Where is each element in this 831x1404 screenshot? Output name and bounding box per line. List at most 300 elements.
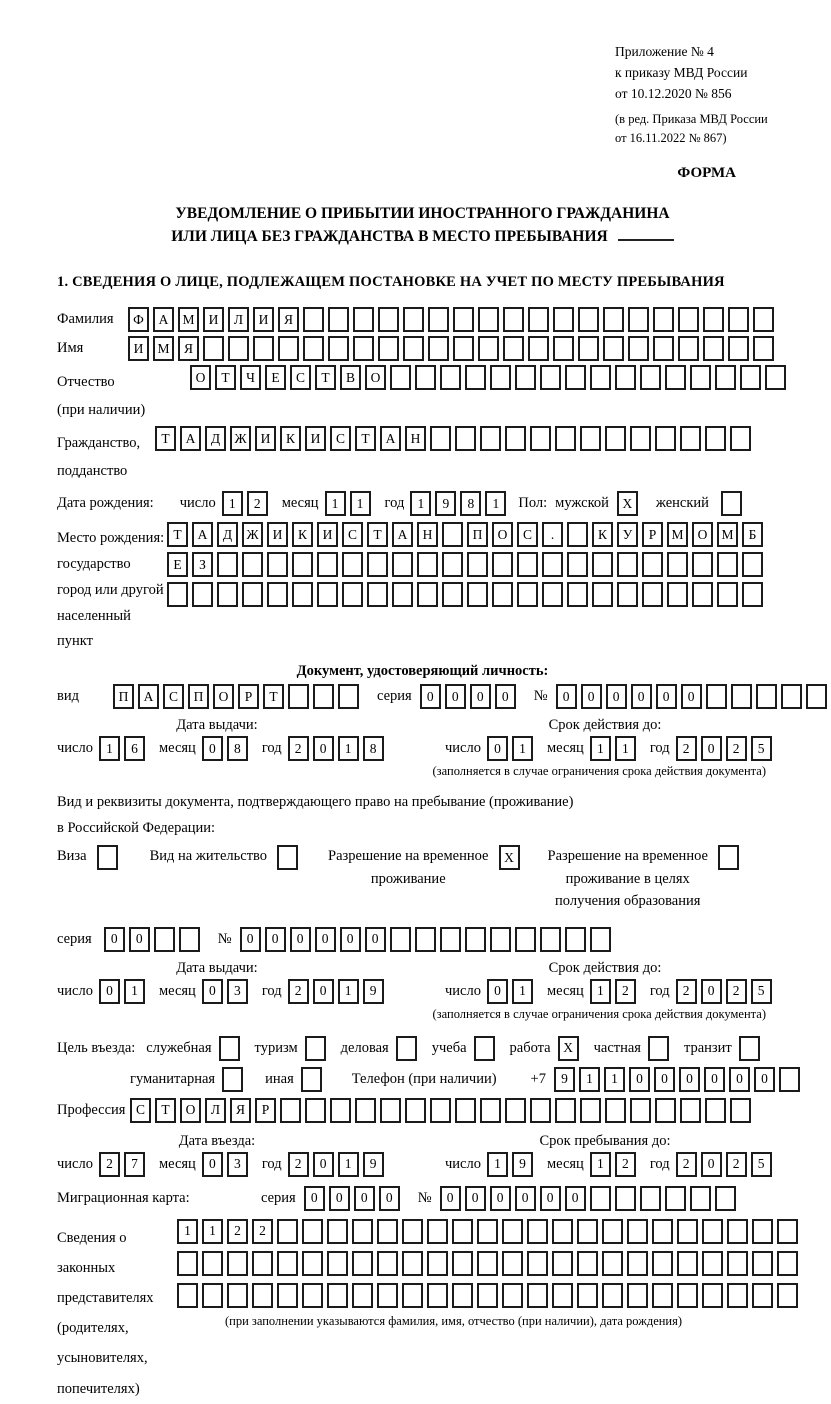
form-cell[interactable]: 2: [247, 491, 268, 516]
form-cell[interactable]: 0: [704, 1067, 725, 1092]
form-cell[interactable]: [652, 1251, 673, 1276]
form-cell[interactable]: [177, 1251, 198, 1276]
form-cell[interactable]: 0: [465, 1186, 486, 1211]
form-cell[interactable]: [740, 365, 761, 390]
form-cell[interactable]: [502, 1251, 523, 1276]
form-cell[interactable]: 1: [615, 736, 636, 761]
form-cell[interactable]: [692, 582, 713, 607]
form-cell[interactable]: У: [617, 522, 638, 547]
form-cell[interactable]: 2: [252, 1219, 273, 1244]
form-cell[interactable]: [402, 1219, 423, 1244]
form-cell[interactable]: 1: [512, 979, 533, 1004]
form-cell[interactable]: В: [340, 365, 361, 390]
form-cell[interactable]: [342, 582, 363, 607]
form-cell[interactable]: 0: [202, 979, 223, 1004]
form-cell[interactable]: 0: [440, 1186, 461, 1211]
form-cell[interactable]: 3: [227, 1152, 248, 1177]
form-cell[interactable]: [667, 582, 688, 607]
form-cell[interactable]: О: [492, 522, 513, 547]
form-cell[interactable]: 2: [99, 1152, 120, 1177]
form-cell[interactable]: 0: [606, 684, 627, 709]
form-cell[interactable]: [703, 336, 724, 361]
form-cell[interactable]: [580, 1098, 601, 1123]
form-cell[interactable]: 2: [288, 736, 309, 761]
form-cell[interactable]: [428, 336, 449, 361]
form-cell[interactable]: [192, 582, 213, 607]
form-cell[interactable]: 1: [410, 491, 431, 516]
form-cell[interactable]: [427, 1219, 448, 1244]
form-cell[interactable]: [617, 582, 638, 607]
form-cell[interactable]: 1: [590, 1152, 611, 1177]
form-cell[interactable]: 2: [726, 736, 747, 761]
form-cell[interactable]: Е: [265, 365, 286, 390]
form-cell[interactable]: [677, 1251, 698, 1276]
form-cell[interactable]: [480, 1098, 501, 1123]
form-cell[interactable]: [392, 582, 413, 607]
form-cell[interactable]: 1: [579, 1067, 600, 1092]
form-cell[interactable]: [756, 684, 777, 709]
form-cell[interactable]: 0: [540, 1186, 561, 1211]
form-cell[interactable]: [530, 426, 551, 451]
form-cell[interactable]: [253, 336, 274, 361]
form-cell[interactable]: [328, 307, 349, 332]
form-cell[interactable]: И: [255, 426, 276, 451]
form-cell[interactable]: Ф: [128, 307, 149, 332]
form-cell[interactable]: 7: [124, 1152, 145, 1177]
form-cell[interactable]: [555, 1098, 576, 1123]
form-cell[interactable]: [378, 336, 399, 361]
form-cell[interactable]: 1: [604, 1067, 625, 1092]
form-cell[interactable]: Т: [263, 684, 284, 709]
form-cell[interactable]: 9: [554, 1067, 575, 1092]
form-cell[interactable]: П: [113, 684, 134, 709]
form-cell[interactable]: 1: [325, 491, 346, 516]
form-cell[interactable]: [490, 365, 511, 390]
form-cell[interactable]: С: [330, 426, 351, 451]
form-cell[interactable]: [455, 426, 476, 451]
form-cell[interactable]: [452, 1283, 473, 1308]
form-cell[interactable]: 0: [340, 927, 361, 952]
form-cell[interactable]: [417, 582, 438, 607]
form-cell[interactable]: [779, 1067, 800, 1092]
form-cell[interactable]: О: [190, 365, 211, 390]
form-cell[interactable]: [277, 1219, 298, 1244]
form-cell[interactable]: [627, 1219, 648, 1244]
form-cell[interactable]: Т: [167, 522, 188, 547]
form-cell[interactable]: 0: [729, 1067, 750, 1092]
form-cell[interactable]: [377, 1251, 398, 1276]
form-cell[interactable]: [527, 1219, 548, 1244]
form-cell[interactable]: [577, 1219, 598, 1244]
form-cell[interactable]: [367, 582, 388, 607]
form-cell[interactable]: [777, 1251, 798, 1276]
form-cell[interactable]: [515, 927, 536, 952]
form-cell[interactable]: [655, 1098, 676, 1123]
form-cell[interactable]: [342, 552, 363, 577]
form-cell[interactable]: [702, 1251, 723, 1276]
form-cell[interactable]: [665, 1186, 686, 1211]
form-cell[interactable]: М: [667, 522, 688, 547]
form-cell[interactable]: 2: [615, 1152, 636, 1177]
form-cell[interactable]: [678, 307, 699, 332]
form-cell[interactable]: [403, 307, 424, 332]
form-cell[interactable]: [602, 1219, 623, 1244]
form-cell[interactable]: [303, 336, 324, 361]
form-cell[interactable]: А: [180, 426, 201, 451]
form-cell[interactable]: 2: [615, 979, 636, 1004]
form-cell[interactable]: [580, 426, 601, 451]
form-cell[interactable]: [502, 1283, 523, 1308]
form-cell[interactable]: [806, 684, 827, 709]
form-cell[interactable]: [555, 426, 576, 451]
form-cell[interactable]: [302, 1219, 323, 1244]
form-cell[interactable]: [717, 552, 738, 577]
form-cell[interactable]: Л: [205, 1098, 226, 1123]
form-cell[interactable]: [242, 552, 263, 577]
form-cell[interactable]: [590, 1186, 611, 1211]
form-cell[interactable]: [577, 1251, 598, 1276]
form-cell[interactable]: [728, 307, 749, 332]
form-cell[interactable]: [353, 336, 374, 361]
form-cell[interactable]: [427, 1283, 448, 1308]
form-cell[interactable]: [777, 1283, 798, 1308]
form-cell[interactable]: 1: [512, 736, 533, 761]
form-cell[interactable]: 0: [329, 1186, 350, 1211]
form-cell[interactable]: 0: [304, 1186, 325, 1211]
form-cell[interactable]: [615, 365, 636, 390]
form-cell[interactable]: [627, 1251, 648, 1276]
form-cell[interactable]: 1: [487, 1152, 508, 1177]
form-cell[interactable]: [442, 552, 463, 577]
form-cell[interactable]: [453, 307, 474, 332]
form-cell[interactable]: [478, 307, 499, 332]
form-cell[interactable]: [430, 1098, 451, 1123]
form-cell[interactable]: 2: [676, 736, 697, 761]
form-cell[interactable]: [503, 307, 524, 332]
form-cell[interactable]: [715, 365, 736, 390]
form-cell[interactable]: 0: [313, 1152, 334, 1177]
form-cell[interactable]: 2: [726, 1152, 747, 1177]
form-cell[interactable]: [402, 1251, 423, 1276]
form-cell[interactable]: [702, 1219, 723, 1244]
form-cell[interactable]: О: [365, 365, 386, 390]
form-cell[interactable]: [565, 365, 586, 390]
form-cell[interactable]: [655, 426, 676, 451]
form-cell[interactable]: [653, 336, 674, 361]
form-cell[interactable]: [417, 552, 438, 577]
form-cell[interactable]: [680, 426, 701, 451]
form-cell[interactable]: [303, 307, 324, 332]
form-cell[interactable]: Я: [230, 1098, 251, 1123]
form-cell[interactable]: [378, 307, 399, 332]
form-cell[interactable]: [602, 1251, 623, 1276]
form-cell[interactable]: [492, 552, 513, 577]
form-cell[interactable]: [478, 336, 499, 361]
form-cell[interactable]: П: [188, 684, 209, 709]
form-cell[interactable]: [227, 1283, 248, 1308]
form-cell[interactable]: [328, 336, 349, 361]
form-cell[interactable]: [705, 426, 726, 451]
form-cell[interactable]: [301, 1067, 322, 1092]
form-cell[interactable]: [642, 582, 663, 607]
form-cell[interactable]: [592, 552, 613, 577]
form-cell[interactable]: [330, 1098, 351, 1123]
form-cell[interactable]: 2: [676, 1152, 697, 1177]
form-cell[interactable]: 0: [679, 1067, 700, 1092]
form-cell[interactable]: [305, 1036, 326, 1061]
form-cell[interactable]: 1: [202, 1219, 223, 1244]
form-cell[interactable]: [222, 1067, 243, 1092]
form-cell[interactable]: 0: [313, 736, 334, 761]
form-cell[interactable]: [377, 1283, 398, 1308]
form-cell[interactable]: 0: [202, 1152, 223, 1177]
form-cell[interactable]: И: [317, 522, 338, 547]
form-cell[interactable]: [553, 307, 574, 332]
form-cell[interactable]: [577, 1283, 598, 1308]
form-cell[interactable]: [440, 365, 461, 390]
form-cell[interactable]: [706, 684, 727, 709]
form-cell[interactable]: [665, 365, 686, 390]
form-cell[interactable]: [219, 1036, 240, 1061]
form-cell[interactable]: Б: [742, 522, 763, 547]
form-cell[interactable]: Т: [155, 1098, 176, 1123]
form-cell[interactable]: 5: [751, 736, 772, 761]
form-cell[interactable]: 0: [656, 684, 677, 709]
form-cell[interactable]: [405, 1098, 426, 1123]
form-cell[interactable]: [474, 1036, 495, 1061]
form-cell[interactable]: [440, 927, 461, 952]
form-cell[interactable]: [217, 552, 238, 577]
form-cell[interactable]: Т: [215, 365, 236, 390]
form-cell[interactable]: [565, 927, 586, 952]
form-cell[interactable]: И: [253, 307, 274, 332]
form-cell[interactable]: 0: [487, 979, 508, 1004]
form-cell[interactable]: [590, 927, 611, 952]
form-cell[interactable]: [396, 1036, 417, 1061]
form-cell[interactable]: 0: [654, 1067, 675, 1092]
form-cell[interactable]: [467, 582, 488, 607]
form-cell[interactable]: [327, 1219, 348, 1244]
form-cell[interactable]: [415, 927, 436, 952]
form-cell[interactable]: [313, 684, 334, 709]
form-cell[interactable]: [465, 365, 486, 390]
form-cell[interactable]: 0: [487, 736, 508, 761]
form-cell[interactable]: И: [267, 522, 288, 547]
form-cell[interactable]: [302, 1283, 323, 1308]
form-cell[interactable]: 3: [227, 979, 248, 1004]
form-cell[interactable]: Т: [315, 365, 336, 390]
form-cell[interactable]: Ж: [230, 426, 251, 451]
form-cell[interactable]: [403, 336, 424, 361]
form-cell[interactable]: [615, 1186, 636, 1211]
form-cell[interactable]: [267, 582, 288, 607]
form-cell[interactable]: [390, 927, 411, 952]
form-cell[interactable]: Р: [238, 684, 259, 709]
form-cell[interactable]: 0: [129, 927, 150, 952]
form-cell[interactable]: [603, 307, 624, 332]
form-cell[interactable]: [477, 1283, 498, 1308]
form-cell[interactable]: [179, 927, 200, 952]
form-cell[interactable]: [627, 1283, 648, 1308]
form-cell[interactable]: [527, 1283, 548, 1308]
form-cell[interactable]: [288, 684, 309, 709]
form-cell[interactable]: 0: [495, 684, 516, 709]
form-cell[interactable]: [277, 1251, 298, 1276]
form-cell[interactable]: [753, 307, 774, 332]
form-cell[interactable]: З: [192, 552, 213, 577]
form-cell[interactable]: [717, 582, 738, 607]
form-cell[interactable]: [442, 582, 463, 607]
form-cell[interactable]: 0: [556, 684, 577, 709]
form-cell[interactable]: [428, 307, 449, 332]
form-cell[interactable]: 1: [338, 1152, 359, 1177]
form-cell[interactable]: [703, 307, 724, 332]
form-cell[interactable]: Л: [228, 307, 249, 332]
form-cell[interactable]: 0: [701, 736, 722, 761]
form-cell[interactable]: [327, 1283, 348, 1308]
form-cell[interactable]: [167, 582, 188, 607]
form-cell[interactable]: [628, 336, 649, 361]
form-cell[interactable]: [480, 426, 501, 451]
form-cell[interactable]: 5: [751, 979, 772, 1004]
form-cell[interactable]: X: [499, 845, 520, 870]
form-cell[interactable]: [203, 336, 224, 361]
form-cell[interactable]: Т: [155, 426, 176, 451]
form-cell[interactable]: 1: [350, 491, 371, 516]
form-cell[interactable]: 9: [363, 979, 384, 1004]
form-cell[interactable]: [452, 1251, 473, 1276]
form-cell[interactable]: [392, 552, 413, 577]
form-cell[interactable]: [752, 1283, 773, 1308]
form-cell[interactable]: [552, 1219, 573, 1244]
form-cell[interactable]: [777, 1219, 798, 1244]
form-cell[interactable]: Ж: [242, 522, 263, 547]
form-cell[interactable]: [630, 1098, 651, 1123]
form-cell[interactable]: К: [292, 522, 313, 547]
form-cell[interactable]: [502, 1219, 523, 1244]
form-cell[interactable]: [292, 582, 313, 607]
form-cell[interactable]: Я: [178, 336, 199, 361]
form-cell[interactable]: [427, 1251, 448, 1276]
form-cell[interactable]: М: [153, 336, 174, 361]
form-cell[interactable]: 0: [581, 684, 602, 709]
form-cell[interactable]: [453, 336, 474, 361]
form-cell[interactable]: [680, 1098, 701, 1123]
form-cell[interactable]: 0: [313, 979, 334, 1004]
form-cell[interactable]: [515, 365, 536, 390]
form-cell[interactable]: [765, 365, 786, 390]
form-cell[interactable]: [602, 1283, 623, 1308]
form-cell[interactable]: С: [342, 522, 363, 547]
form-cell[interactable]: 0: [104, 927, 125, 952]
form-cell[interactable]: [415, 365, 436, 390]
form-cell[interactable]: [278, 336, 299, 361]
form-cell[interactable]: [578, 307, 599, 332]
form-cell[interactable]: 0: [290, 927, 311, 952]
form-cell[interactable]: 0: [754, 1067, 775, 1092]
form-cell[interactable]: [530, 1098, 551, 1123]
form-cell[interactable]: Д: [217, 522, 238, 547]
form-cell[interactable]: И: [128, 336, 149, 361]
form-cell[interactable]: О: [180, 1098, 201, 1123]
form-cell[interactable]: [277, 845, 298, 870]
form-cell[interactable]: Р: [642, 522, 663, 547]
form-cell[interactable]: [730, 1098, 751, 1123]
form-cell[interactable]: [380, 1098, 401, 1123]
form-cell[interactable]: [721, 491, 742, 516]
form-cell[interactable]: [527, 1251, 548, 1276]
form-cell[interactable]: [452, 1219, 473, 1244]
form-cell[interactable]: [692, 552, 713, 577]
form-cell[interactable]: [690, 1186, 711, 1211]
form-cell[interactable]: [455, 1098, 476, 1123]
form-cell[interactable]: [677, 1283, 698, 1308]
form-cell[interactable]: [553, 336, 574, 361]
form-cell[interactable]: С: [130, 1098, 151, 1123]
form-cell[interactable]: 0: [240, 927, 261, 952]
form-cell[interactable]: 0: [701, 979, 722, 1004]
form-cell[interactable]: [442, 522, 463, 547]
form-cell[interactable]: [590, 365, 611, 390]
form-cell[interactable]: [252, 1251, 273, 1276]
form-cell[interactable]: Т: [355, 426, 376, 451]
form-cell[interactable]: [705, 1098, 726, 1123]
form-cell[interactable]: С: [517, 522, 538, 547]
form-cell[interactable]: Р: [255, 1098, 276, 1123]
form-cell[interactable]: [648, 1036, 669, 1061]
form-cell[interactable]: [352, 1283, 373, 1308]
form-cell[interactable]: 1: [338, 736, 359, 761]
form-cell[interactable]: 9: [363, 1152, 384, 1177]
form-cell[interactable]: [542, 582, 563, 607]
form-cell[interactable]: [702, 1283, 723, 1308]
form-cell[interactable]: [567, 582, 588, 607]
form-cell[interactable]: [490, 927, 511, 952]
form-cell[interactable]: 0: [265, 927, 286, 952]
form-cell[interactable]: [517, 582, 538, 607]
form-cell[interactable]: 2: [288, 1152, 309, 1177]
form-cell[interactable]: К: [592, 522, 613, 547]
form-cell[interactable]: [317, 552, 338, 577]
form-cell[interactable]: [430, 426, 451, 451]
form-cell[interactable]: [355, 1098, 376, 1123]
form-cell[interactable]: 1: [99, 736, 120, 761]
form-cell[interactable]: А: [192, 522, 213, 547]
form-cell[interactable]: И: [305, 426, 326, 451]
form-cell[interactable]: П: [467, 522, 488, 547]
form-cell[interactable]: [227, 1251, 248, 1276]
form-cell[interactable]: [753, 336, 774, 361]
form-cell[interactable]: А: [138, 684, 159, 709]
form-cell[interactable]: [305, 1098, 326, 1123]
form-cell[interactable]: [228, 336, 249, 361]
form-cell[interactable]: Е: [167, 552, 188, 577]
form-cell[interactable]: А: [153, 307, 174, 332]
form-cell[interactable]: Т: [367, 522, 388, 547]
form-cell[interactable]: 0: [420, 684, 441, 709]
form-cell[interactable]: 1: [177, 1219, 198, 1244]
form-cell[interactable]: [752, 1251, 773, 1276]
form-cell[interactable]: С: [163, 684, 184, 709]
form-cell[interactable]: [540, 927, 561, 952]
form-cell[interactable]: [492, 582, 513, 607]
form-cell[interactable]: 1: [485, 491, 506, 516]
form-cell[interactable]: [503, 336, 524, 361]
form-cell[interactable]: [352, 1219, 373, 1244]
form-cell[interactable]: [280, 1098, 301, 1123]
form-cell[interactable]: [177, 1283, 198, 1308]
form-cell[interactable]: 0: [631, 684, 652, 709]
